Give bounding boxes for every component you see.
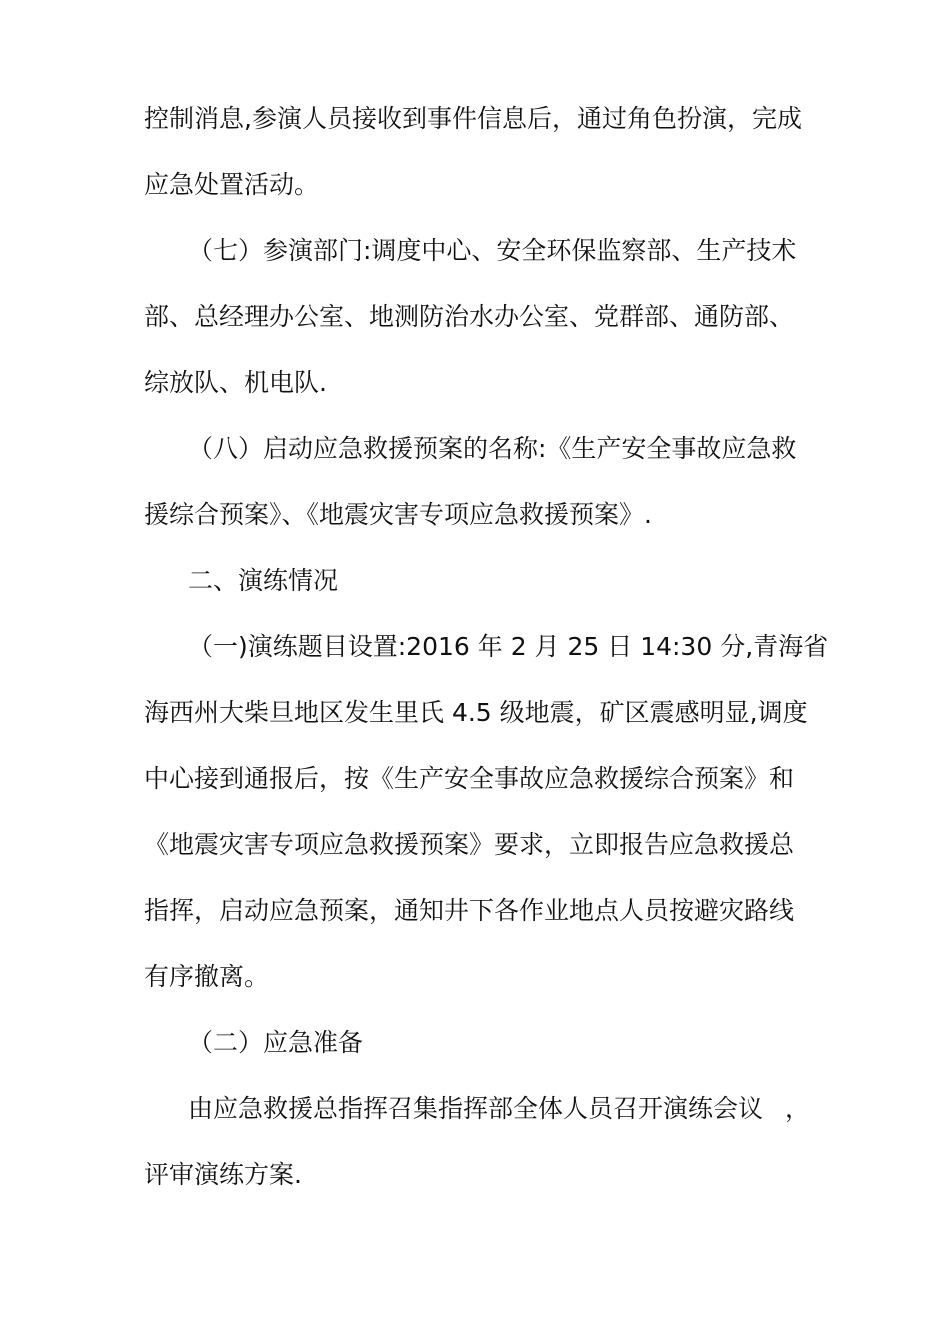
punctuation-fragment: ， bbox=[785, 1094, 811, 1123]
text-line: 指挥，启动应急预案，通知井下各作业地点人员按避灾路线 bbox=[144, 896, 795, 925]
section-seven-heading: （七）参演部门:调度中心、安全环保监察部、生产技术 bbox=[188, 236, 797, 265]
section-eight-heading: （八）启动应急救援预案的名称:《生产安全事故应急救 bbox=[188, 434, 797, 463]
text-line: 《地震灾害专项应急救援预案》要求，立即报告应急救援总 bbox=[144, 830, 795, 859]
text-line: 应急处置活动。 bbox=[144, 170, 320, 199]
text-line: 部、总经理办公室、地测防治水办公室、党群部、通防部、 bbox=[144, 302, 795, 331]
text-line bbox=[144, 1076, 811, 1142]
text-line: 控制消息,参演人员接收到事件信息后，通过角色扮演，完成 bbox=[144, 104, 802, 133]
text-fragment: 由应急救援总指挥召集指挥部全体人员召开演练会议 bbox=[188, 1094, 764, 1123]
text-line: 综放队、机电队. bbox=[144, 368, 327, 397]
text-line: 中心接到通报后，按《生产安全事故应急救援综合预案》和 bbox=[144, 764, 795, 793]
text-line: 海西州大柴旦地区发生里氏 4.5 级地震，矿区震感明显,调度 bbox=[144, 698, 808, 727]
text-line: 评审演练方案. bbox=[144, 1160, 302, 1189]
subsection-two-heading: （二）应急准备 bbox=[188, 1028, 364, 1057]
text-line: 援综合预案》、《地震灾害专项应急救援预案》. bbox=[144, 500, 652, 529]
section-two-title: 二、演练情况 bbox=[188, 566, 339, 595]
subsection-one-heading: （一)演练题目设置:2016 年 2 月 25 日 14:30 分,青海省 bbox=[188, 632, 829, 661]
document-body bbox=[144, 86, 829, 1208]
text-line: 有序撤离。 bbox=[144, 962, 270, 991]
